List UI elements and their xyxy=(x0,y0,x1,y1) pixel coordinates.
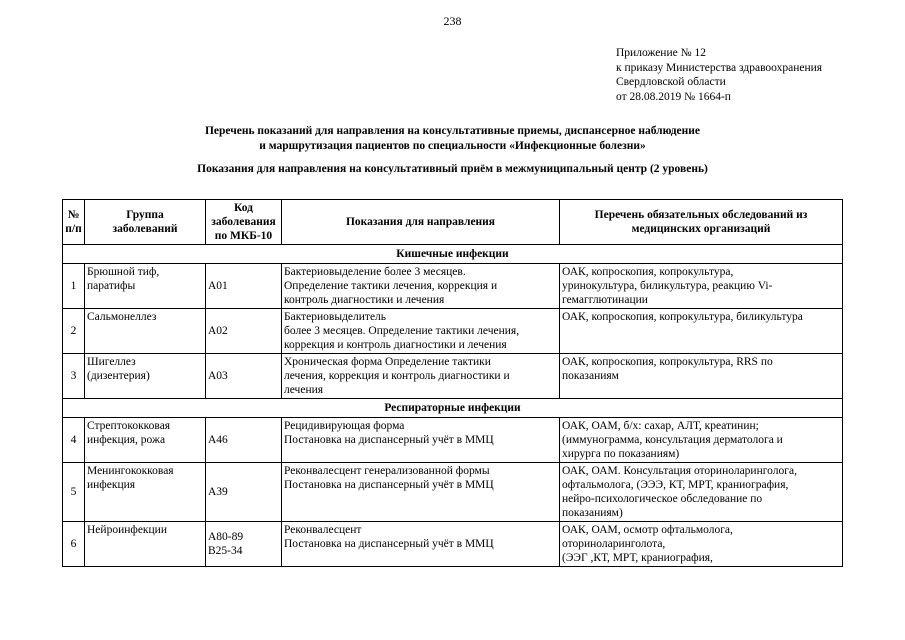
cell-indications-line: контроль диагностики и лечения xyxy=(284,294,445,306)
cell-code xyxy=(206,354,282,399)
table-row xyxy=(63,522,843,567)
table-row xyxy=(63,309,843,354)
cell-exams-line: ОАК, копроскопия, копрокультура, RRS по xyxy=(562,356,773,368)
header-group: Группа заболеваний xyxy=(85,200,206,245)
cell-exams xyxy=(560,309,843,354)
cell-indications-line: лечения, коррекция и контроль диагностики и xyxy=(284,370,510,382)
cell-group-line: паратифы xyxy=(87,280,136,292)
cell-group xyxy=(85,264,206,309)
cell-indications-line: Бактериовыделение более 3 месяцев. xyxy=(284,266,466,278)
cell-exams-line: ОАК, копроскопия, копрокультура, xyxy=(562,266,734,278)
cell-exams xyxy=(560,264,843,309)
cell-num: 2 xyxy=(63,309,85,354)
cell-group-line: Шигеллез xyxy=(87,356,136,368)
table-row xyxy=(63,264,843,309)
cell-group-line: инфекция xyxy=(87,479,136,491)
cell-exams-line: нейро-психологическое обследование по xyxy=(562,493,763,505)
table-header-row xyxy=(63,200,843,245)
cell-code-line: A03 xyxy=(208,370,228,382)
appendix-block xyxy=(616,46,822,104)
cell-indications xyxy=(282,418,560,463)
appendix-line: к приказу Министерства здравоохранения xyxy=(616,61,823,74)
cell-indications-line: Реконвалесцент xyxy=(284,524,362,536)
document-title xyxy=(0,124,905,153)
cell-indications xyxy=(282,264,560,309)
table-row xyxy=(63,418,843,463)
cell-exams-line: хирурга по показаниям) xyxy=(562,448,680,460)
cell-exams-line: оториноларинголота, xyxy=(562,538,666,550)
cell-group xyxy=(85,522,206,567)
cell-num: 6 xyxy=(63,522,85,567)
cell-indications xyxy=(282,463,560,522)
cell-exams-line: (ЭЭГ ,КТ, МРТ, краниография, xyxy=(562,552,713,564)
cell-exams xyxy=(560,522,843,567)
cell-indications-line: Хроническая форма Определение тактики xyxy=(284,356,491,368)
header-num: № п/п xyxy=(63,200,85,245)
cell-num: 1 xyxy=(63,264,85,309)
cell-code xyxy=(206,463,282,522)
cell-indications-line: Постановка на диспансерный учёт в ММЦ xyxy=(284,479,494,491)
cell-code xyxy=(206,264,282,309)
cell-exams-line: показаниям) xyxy=(562,507,623,519)
cell-code-line: A46 xyxy=(208,434,228,446)
cell-group-line: Нейроинфекции xyxy=(87,524,167,536)
cell-group xyxy=(85,354,206,399)
cell-exams-line: гемагглютинации xyxy=(562,294,648,306)
table-row xyxy=(63,354,843,399)
cell-indications-line: Постановка на диспансерный учёт в ММЦ xyxy=(284,538,494,550)
cell-indications-line: Рецидивирующая форма xyxy=(284,420,405,432)
cell-exams-line: (иммунограмма, консультация дерматолога и xyxy=(562,434,783,446)
appendix-line: Свердловской области xyxy=(616,76,726,88)
header-exams: Перечень обязательных обследований из медицинских организаций xyxy=(560,200,843,245)
cell-indications-line: более 3 месяцев. Определение тактики лечения, xyxy=(284,325,520,337)
cell-indications xyxy=(282,354,560,399)
cell-indications xyxy=(282,522,560,567)
title-line: Перечень показаний для направления на консультативные приемы, диспансерное наблюдение xyxy=(204,125,701,137)
header-indications: Показания для направления xyxy=(282,200,560,245)
cell-group xyxy=(85,463,206,522)
cell-code xyxy=(206,522,282,567)
cell-group-line: Сальмонеллез xyxy=(87,311,157,323)
cell-group xyxy=(85,418,206,463)
cell-group-line: (дизентерия) xyxy=(87,370,150,382)
cell-indications-line: Определение тактики лечения, коррекция и xyxy=(284,280,498,292)
cell-exams-line: ОАК, ОАМ, б/х: сахар, АЛТ, креатинин; xyxy=(562,420,759,432)
cell-group-line: Менингококковая xyxy=(87,465,174,477)
cell-exams-line: показаниям xyxy=(562,370,619,382)
section-title: Кишечные инфекции xyxy=(63,245,843,264)
cell-code-line: A80-89 xyxy=(208,531,244,543)
appendix-line: от 28.08.2019 № 1664-п xyxy=(616,90,731,103)
cell-indications-line: лечения xyxy=(284,384,324,396)
appendix-line: Приложение № 12 xyxy=(616,47,706,59)
cell-code-line: A39 xyxy=(208,486,228,498)
cell-indications-line: Реконвалесцент генерализованной формы xyxy=(284,465,490,477)
cell-exams-line: ОАК, ОАМ, осмотр офтальмолога, xyxy=(562,524,733,536)
cell-group-line: Брюшной тиф, xyxy=(87,266,160,278)
page-number: 238 xyxy=(443,14,462,28)
cell-indications-line: коррекция и контроль диагностики и лечения xyxy=(284,339,507,351)
cell-exams xyxy=(560,354,843,399)
cell-num: 3 xyxy=(63,354,85,399)
table-row xyxy=(63,463,843,522)
cell-exams-line: ОАК, ОАМ. Консультация оториноларинголога, xyxy=(562,465,797,477)
cell-group-line: Стрептококковая xyxy=(87,420,171,432)
cell-code-line: A01 xyxy=(208,280,228,292)
cell-exams-line: офтальмолога, (ЭЭЭ, КТ, МРТ, краниография, xyxy=(562,479,789,491)
section-row-respiratory xyxy=(63,399,843,418)
cell-exams-line: уринокультура, биликультура, реакцию Vi- xyxy=(562,280,773,292)
section-title: Респираторные инфекции xyxy=(63,399,843,418)
cell-indications xyxy=(282,309,560,354)
cell-exams xyxy=(560,418,843,463)
cell-exams-line: ОАК, копроскопия, копрокультура, биликультура xyxy=(562,311,803,323)
cell-code-line: B25-34 xyxy=(208,545,243,557)
title-line: и маршрутизация пациентов по специальности «Инфекционные болезни» xyxy=(259,139,646,152)
cell-indications-line: Бактериовыделитель xyxy=(284,311,387,323)
section-row-intestinal xyxy=(63,245,843,264)
cell-group xyxy=(85,309,206,354)
cell-group-line: инфекция, рожа xyxy=(87,434,166,446)
cell-code-line: A02 xyxy=(208,325,228,337)
cell-num: 4 xyxy=(63,418,85,463)
header-code: Код заболевания по МКБ-10 xyxy=(206,200,282,245)
cell-exams xyxy=(560,463,843,522)
cell-code xyxy=(206,418,282,463)
cell-code xyxy=(206,309,282,354)
indications-table xyxy=(62,199,843,567)
document-subtitle: Показания для направления на консультативный приём в межмуниципальный центр (2 уровень) xyxy=(197,163,708,175)
cell-num: 5 xyxy=(63,463,85,522)
cell-indications-line: Постановка на диспансерный учёт в ММЦ xyxy=(284,434,494,446)
